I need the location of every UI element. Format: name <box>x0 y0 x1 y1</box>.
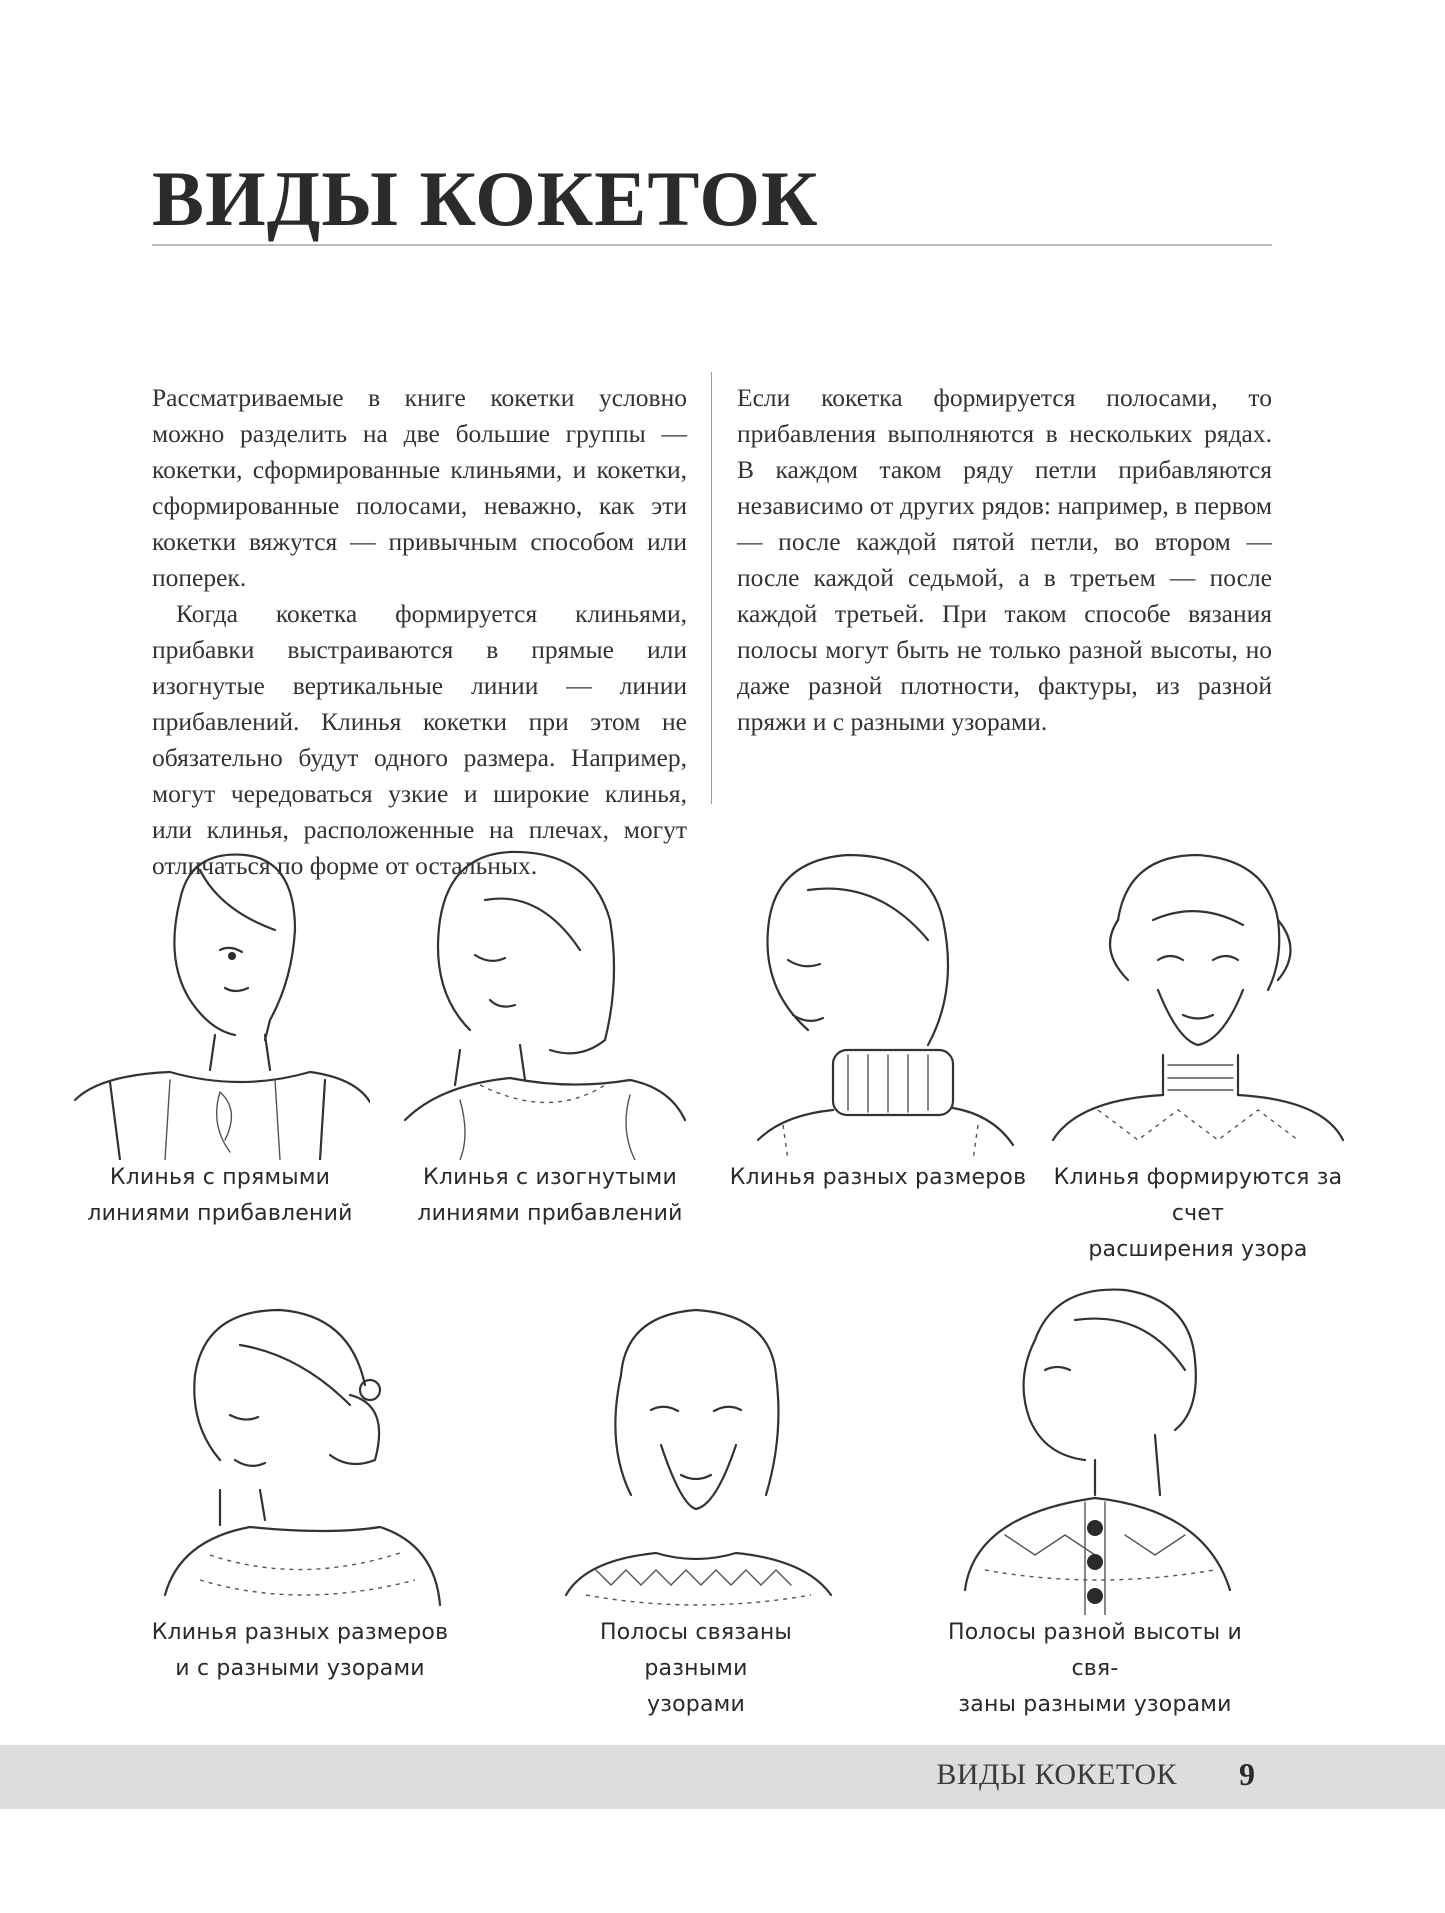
figure-caption <box>930 1615 1260 1723</box>
caption-line: Клинья разных размеров <box>729 1165 1027 1190</box>
figure-caption <box>150 1615 450 1687</box>
text-column-right <box>737 380 1272 740</box>
caption-line: Клинья разных размеров <box>151 1620 449 1645</box>
woman-pattern-wedges-illustration <box>1038 840 1358 1160</box>
figure-straight-wedges <box>70 840 370 1232</box>
woman-fairisle-yoke-illustration <box>546 1295 846 1615</box>
woman-cardigan-yoke-illustration <box>945 1270 1245 1615</box>
figure-caption <box>1028 1160 1368 1268</box>
caption-line: линиями прибавлений <box>87 1201 353 1226</box>
caption-line: Клинья с изогнутыми <box>423 1165 677 1190</box>
paragraph: Когда кокетка формируется клиньями, прибавки выстраиваются в прямые или изогнутые вертикальные линии — линии прибавлений. Клинья кокетки при этом не обязательно будут одного размера. Например, могут чередоваться узкие и широкие клинья, или клинья, расположенные на плечах, могут отличаться по форме от остальных. <box>152 599 687 880</box>
caption-line: заны разными узорами <box>958 1692 1232 1717</box>
woman-curved-wedges-illustration <box>400 840 700 1160</box>
paragraph: Рассматриваемые в книге кокетки условно можно разделить на две большие группы — кокетки, сформированные клиньями, и кокетки, сформированные полосами, неважно, как эти кокетки вяжутся — привычным способом или поперек. <box>152 383 687 592</box>
figure-caption <box>728 1160 1028 1196</box>
woman-straight-wedges-illustration <box>70 840 370 1160</box>
caption-line: Полосы разной высоты и свя- <box>947 1620 1243 1681</box>
figure-caption <box>400 1160 700 1232</box>
text-column-left <box>152 380 687 884</box>
figure-sizes-and-patterns <box>150 1295 450 1687</box>
caption-line: Клинья формируются за счет <box>1053 1165 1343 1226</box>
caption-line: и с разными узорами <box>175 1656 425 1681</box>
column-divider <box>711 372 712 804</box>
figure-curved-wedges <box>400 840 700 1232</box>
footer-band <box>0 1745 1445 1809</box>
caption-line: Клинья с прямыми <box>109 1165 331 1190</box>
figure-caption <box>546 1615 846 1723</box>
page-title: ВИДЫ КОКЕТОК <box>152 155 819 242</box>
footer-running-title: ВИДЫ КОКЕТОК <box>936 1758 1177 1791</box>
caption-line: расширения узора <box>1088 1237 1308 1262</box>
figure-stripes-patterns <box>546 1295 846 1723</box>
figure-pattern-expansion <box>1028 840 1368 1268</box>
paragraph: Если кокетка формируется полосами, то прибавления выполняются в нескольких рядах. В каждом таком ряду петли прибавляются независимо от других рядов: например, в первом — после каждой пятой петли, во втором — после каждой седьмой, а в третьем — после каждой третьей. При таком способе вязания полосы могут быть не только разной высоты, но даже разной плотности, фактуры, из разной пряжи и с разными узорами. <box>737 383 1272 736</box>
woman-turtleneck-illustration <box>728 840 1028 1160</box>
figure-different-sizes <box>728 840 1028 1196</box>
caption-line: линиями прибавлений <box>417 1201 683 1226</box>
figure-caption <box>70 1160 370 1232</box>
title-underline <box>152 244 1272 246</box>
page-number: 9 <box>1239 1756 1255 1792</box>
woman-lace-yoke-illustration <box>150 1295 450 1615</box>
figure-stripes-heights <box>930 1270 1260 1723</box>
caption-line: узорами <box>647 1692 745 1717</box>
caption-line: Полосы связаны разными <box>599 1620 792 1681</box>
